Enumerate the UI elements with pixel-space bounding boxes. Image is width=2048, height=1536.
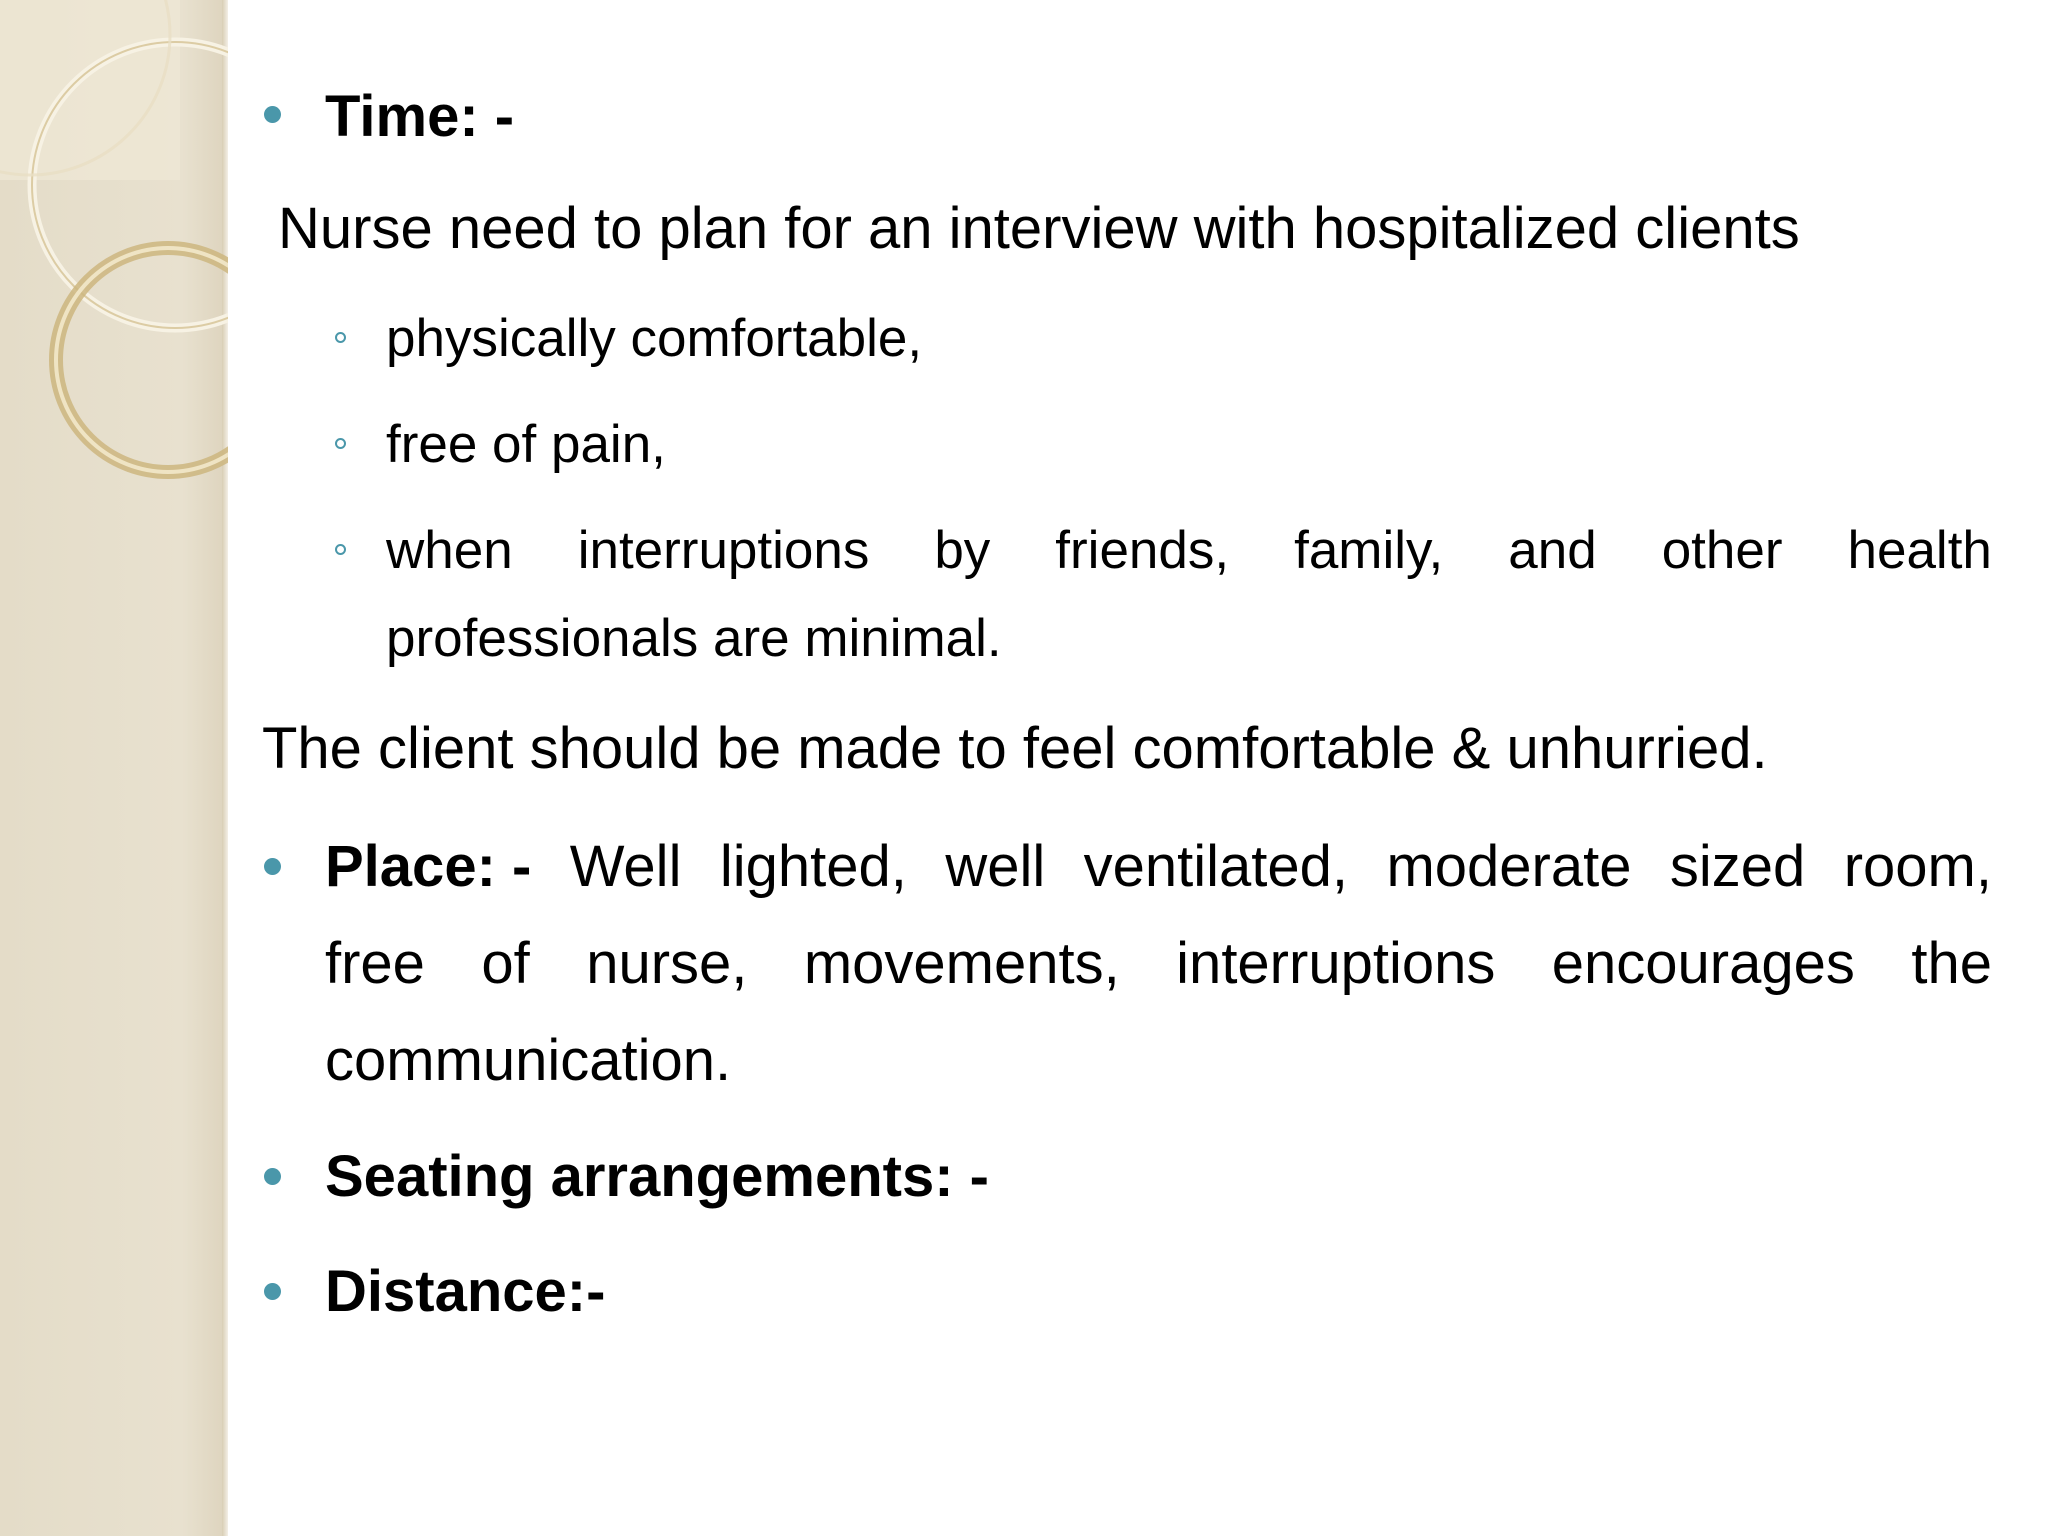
place-line2 <box>325 931 1992 996</box>
word: of <box>481 931 530 996</box>
word: room, <box>1843 834 1992 899</box>
word: lighted, <box>719 834 907 899</box>
bullet-dot-icon <box>264 1168 281 1185</box>
seating-heading: Seating arrangements: - <box>325 1144 989 1209</box>
word: free <box>325 931 425 996</box>
word: health <box>1847 521 1992 580</box>
time-intro-text: Nurse need to plan for an interview with hospitalized clients <box>278 196 1800 261</box>
sub-item-interruptions-line1 <box>386 521 1992 580</box>
word: nurse, <box>586 931 748 996</box>
word: Well <box>569 834 682 899</box>
sub-bullet-icon <box>335 544 346 555</box>
time-conclusion-text: The client should be made to feel comfortable & unhurried. <box>262 716 1768 781</box>
sub-bullet-icon <box>335 438 346 449</box>
place-line1 <box>325 834 1992 899</box>
word: moderate <box>1386 834 1632 899</box>
sub-bullet-icon <box>335 332 346 343</box>
word: and <box>1508 521 1597 580</box>
time-heading: Time: - <box>325 84 515 149</box>
word: when <box>386 521 513 580</box>
word: sized <box>1669 834 1806 899</box>
place-heading: Place: - <box>325 834 532 899</box>
place-line3: communication. <box>325 1028 732 1093</box>
word: interruptions <box>577 521 870 580</box>
word: movements, <box>803 931 1120 996</box>
bullet-dot-icon <box>264 106 281 123</box>
sub-item-interruptions-line2: professionals are minimal. <box>386 609 1002 668</box>
word: ventilated, <box>1083 834 1349 899</box>
word: the <box>1911 931 1992 996</box>
distance-heading: Distance:- <box>325 1259 606 1324</box>
sub-item-physically-comfortable: physically comfortable, <box>386 309 923 368</box>
word: by <box>934 521 991 580</box>
word: well <box>945 834 1046 899</box>
sub-item-free-of-pain: free of pain, <box>386 415 666 474</box>
word: other <box>1661 521 1783 580</box>
word: encourages <box>1551 931 1855 996</box>
bullet-dot-icon <box>264 858 281 875</box>
word: interruptions <box>1176 931 1496 996</box>
word: friends, <box>1055 521 1230 580</box>
bullet-dot-icon <box>264 1283 281 1300</box>
word: family, <box>1294 521 1444 580</box>
